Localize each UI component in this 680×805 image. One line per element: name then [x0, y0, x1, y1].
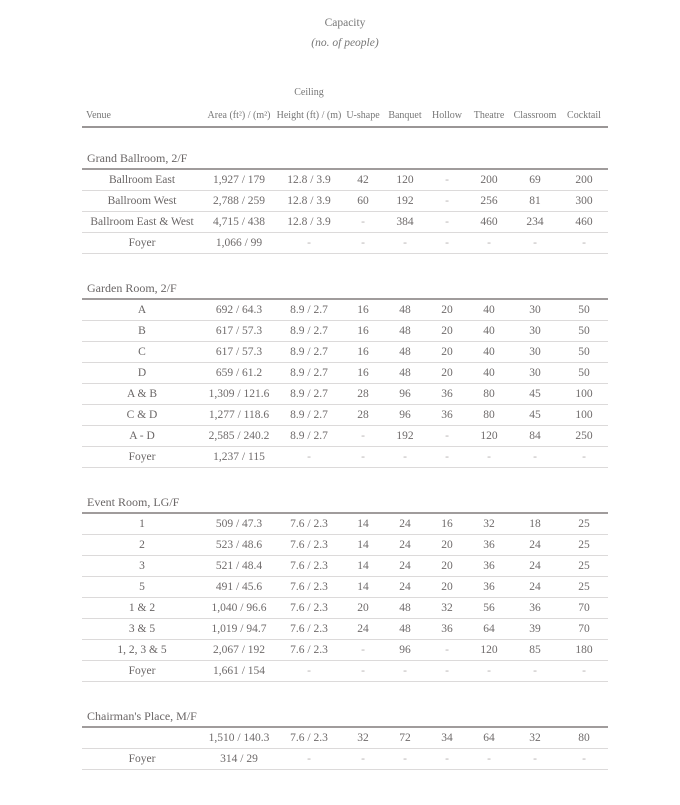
- cell-venue: D: [82, 363, 202, 384]
- cell-hollow: -: [426, 749, 468, 770]
- cell-ushape: 16: [342, 363, 384, 384]
- cell-ushape: 28: [342, 405, 384, 426]
- cell-venue: 5: [82, 577, 202, 598]
- cell-hollow: 36: [426, 619, 468, 640]
- table-row: [82, 363, 608, 384]
- cell-ceiling: 8.9 / 2.7: [276, 405, 342, 426]
- table-row: [82, 384, 608, 405]
- cell-venue: 2: [82, 535, 202, 556]
- cell-hollow: 36: [426, 384, 468, 405]
- cell-ceiling: 7.6 / 2.3: [276, 535, 342, 556]
- table-row: [82, 556, 608, 577]
- cell-ushape: 28: [342, 384, 384, 405]
- cell-ceiling: 7.6 / 2.3: [276, 556, 342, 577]
- cell-hollow: 20: [426, 577, 468, 598]
- cell-hollow: 20: [426, 363, 468, 384]
- cell-classroom: 39: [510, 619, 560, 640]
- cell-theatre: 64: [468, 727, 510, 749]
- cell-banquet: -: [384, 749, 426, 770]
- cell-cocktail: 80: [560, 727, 608, 749]
- cell-area: 1,309 / 121.6: [202, 384, 276, 405]
- cell-classroom: 24: [510, 535, 560, 556]
- cell-cocktail: 200: [560, 169, 608, 191]
- cell-area: 1,277 / 118.6: [202, 405, 276, 426]
- table-row: [82, 299, 608, 321]
- cell-area: 1,661 / 154: [202, 661, 276, 682]
- cell-theatre: 256: [468, 191, 510, 212]
- cell-ushape: 16: [342, 299, 384, 321]
- cell-banquet: 96: [384, 384, 426, 405]
- col-header-theatre: Theatre: [468, 86, 510, 127]
- cell-venue: B: [82, 321, 202, 342]
- cell-theatre: 460: [468, 212, 510, 233]
- cell-theatre: 80: [468, 384, 510, 405]
- table-row: [82, 169, 608, 191]
- table-row: [82, 577, 608, 598]
- section-title: Grand Ballroom, 2/F: [82, 148, 608, 169]
- cell-cocktail: -: [560, 661, 608, 682]
- cell-banquet: 48: [384, 363, 426, 384]
- col-header-area: Area (ft²) / (m²): [202, 86, 276, 127]
- cell-theatre: 40: [468, 299, 510, 321]
- cell-venue: Ballroom East: [82, 169, 202, 191]
- cell-area: 314 / 29: [202, 749, 276, 770]
- table-row: [82, 321, 608, 342]
- cell-classroom: -: [510, 661, 560, 682]
- cell-theatre: 40: [468, 321, 510, 342]
- cell-ceiling: 8.9 / 2.7: [276, 342, 342, 363]
- cell-venue: Ballroom West: [82, 191, 202, 212]
- cell-theatre: -: [468, 749, 510, 770]
- cell-theatre: 120: [468, 640, 510, 661]
- cell-cocktail: 50: [560, 363, 608, 384]
- cell-banquet: -: [384, 447, 426, 468]
- cell-hollow: -: [426, 640, 468, 661]
- cell-cocktail: 25: [560, 535, 608, 556]
- cell-venue: C: [82, 342, 202, 363]
- cell-banquet: 384: [384, 212, 426, 233]
- cell-area: 659 / 61.2: [202, 363, 276, 384]
- cell-area: 1,019 / 94.7: [202, 619, 276, 640]
- section-title: Chairman's Place, M/F: [82, 706, 608, 727]
- cell-cocktail: 70: [560, 619, 608, 640]
- col-header-venue: Venue: [82, 86, 202, 127]
- cell-banquet: 192: [384, 191, 426, 212]
- cell-ceiling: 12.8 / 3.9: [276, 212, 342, 233]
- table-row: [82, 598, 608, 619]
- section-header: [82, 492, 608, 513]
- cell-ushape: -: [342, 233, 384, 254]
- cell-ushape: 16: [342, 342, 384, 363]
- cell-area: 1,066 / 99: [202, 233, 276, 254]
- cell-venue: A & B: [82, 384, 202, 405]
- cell-ushape: 14: [342, 513, 384, 535]
- cell-ushape: 32: [342, 727, 384, 749]
- cell-classroom: 84: [510, 426, 560, 447]
- section-spacer: [82, 682, 608, 707]
- cell-classroom: 30: [510, 342, 560, 363]
- cell-ushape: -: [342, 661, 384, 682]
- cell-cocktail: -: [560, 233, 608, 254]
- cell-theatre: 120: [468, 426, 510, 447]
- cell-area: 2,067 / 192: [202, 640, 276, 661]
- col-header-ceiling-bottom: Height (ft) / (m): [276, 110, 342, 121]
- cell-hollow: 36: [426, 405, 468, 426]
- cell-theatre: 64: [468, 619, 510, 640]
- cell-cocktail: 250: [560, 426, 608, 447]
- cell-ushape: -: [342, 212, 384, 233]
- cell-venue: 1 & 2: [82, 598, 202, 619]
- cell-cocktail: 50: [560, 299, 608, 321]
- cell-ceiling: 7.6 / 2.3: [276, 513, 342, 535]
- cell-hollow: 20: [426, 556, 468, 577]
- cell-classroom: 36: [510, 598, 560, 619]
- cell-hollow: 20: [426, 299, 468, 321]
- cell-theatre: 80: [468, 405, 510, 426]
- section-spacer: [82, 254, 608, 279]
- cell-ceiling: -: [276, 749, 342, 770]
- table-row: [82, 191, 608, 212]
- spacer-cell: [82, 254, 608, 279]
- col-header-classroom: Classroom: [510, 86, 560, 127]
- cell-ceiling: 8.9 / 2.7: [276, 363, 342, 384]
- cell-venue: Foyer: [82, 661, 202, 682]
- cell-hollow: -: [426, 212, 468, 233]
- table-header: [82, 86, 608, 127]
- cell-ceiling: 7.6 / 2.3: [276, 727, 342, 749]
- col-header-cocktail: Cocktail: [560, 86, 608, 127]
- cell-area: 491 / 45.6: [202, 577, 276, 598]
- cell-banquet: 48: [384, 598, 426, 619]
- cell-banquet: 72: [384, 727, 426, 749]
- cell-cocktail: 25: [560, 556, 608, 577]
- cell-theatre: -: [468, 661, 510, 682]
- cell-cocktail: -: [560, 749, 608, 770]
- col-header-hollow: Hollow: [426, 86, 468, 127]
- cell-cocktail: -: [560, 447, 608, 468]
- cell-area: 617 / 57.3: [202, 342, 276, 363]
- cell-banquet: 48: [384, 299, 426, 321]
- cell-theatre: 40: [468, 363, 510, 384]
- section-spacer: [82, 127, 608, 148]
- cell-classroom: 45: [510, 405, 560, 426]
- cell-ushape: -: [342, 447, 384, 468]
- cell-hollow: 32: [426, 598, 468, 619]
- cell-classroom: 18: [510, 513, 560, 535]
- section-spacer: [82, 468, 608, 493]
- table-row: [82, 640, 608, 661]
- table-row: [82, 535, 608, 556]
- capacity-table: [82, 86, 608, 770]
- table-row: [82, 342, 608, 363]
- cell-classroom: -: [510, 233, 560, 254]
- cell-hollow: -: [426, 169, 468, 191]
- cell-theatre: 200: [468, 169, 510, 191]
- cell-classroom: -: [510, 447, 560, 468]
- cell-hollow: 20: [426, 535, 468, 556]
- cell-classroom: 69: [510, 169, 560, 191]
- cell-ceiling: 8.9 / 2.7: [276, 384, 342, 405]
- cell-area: 523 / 48.6: [202, 535, 276, 556]
- page-title: Capacity: [324, 17, 366, 29]
- cell-venue: C & D: [82, 405, 202, 426]
- cell-cocktail: 50: [560, 321, 608, 342]
- cell-classroom: 30: [510, 299, 560, 321]
- cell-banquet: 120: [384, 169, 426, 191]
- cell-banquet: 96: [384, 640, 426, 661]
- section-header: [82, 278, 608, 299]
- cell-theatre: 40: [468, 342, 510, 363]
- cell-ushape: 14: [342, 577, 384, 598]
- table-row: [82, 405, 608, 426]
- section-header: [82, 148, 608, 169]
- cell-ceiling: 8.9 / 2.7: [276, 426, 342, 447]
- cell-banquet: 24: [384, 535, 426, 556]
- cell-venue: 1: [82, 513, 202, 535]
- cell-classroom: 234: [510, 212, 560, 233]
- title-block: [0, 14, 680, 52]
- cell-classroom: 45: [510, 384, 560, 405]
- cell-cocktail: 25: [560, 513, 608, 535]
- cell-area: 4,715 / 438: [202, 212, 276, 233]
- cell-banquet: 96: [384, 405, 426, 426]
- cell-hollow: 20: [426, 321, 468, 342]
- cell-classroom: 24: [510, 556, 560, 577]
- cell-theatre: -: [468, 447, 510, 468]
- cell-ceiling: -: [276, 233, 342, 254]
- cell-venue: 1, 2, 3 & 5: [82, 640, 202, 661]
- cell-classroom: 85: [510, 640, 560, 661]
- cell-hollow: -: [426, 426, 468, 447]
- cell-area: 509 / 47.3: [202, 513, 276, 535]
- cell-venue: 3: [82, 556, 202, 577]
- cell-classroom: 30: [510, 363, 560, 384]
- cell-hollow: 34: [426, 727, 468, 749]
- cell-ushape: 20: [342, 598, 384, 619]
- cell-hollow: 16: [426, 513, 468, 535]
- cell-ceiling: 8.9 / 2.7: [276, 299, 342, 321]
- cell-venue: [82, 727, 202, 749]
- table-row: [82, 619, 608, 640]
- table-row: [82, 426, 608, 447]
- cell-area: 521 / 48.4: [202, 556, 276, 577]
- cell-venue: Ballroom East & West: [82, 212, 202, 233]
- cell-theatre: 36: [468, 577, 510, 598]
- cell-classroom: 24: [510, 577, 560, 598]
- cell-hollow: -: [426, 447, 468, 468]
- cell-cocktail: 460: [560, 212, 608, 233]
- cell-banquet: -: [384, 661, 426, 682]
- col-header-banquet: Banquet: [384, 86, 426, 127]
- cell-venue: 3 & 5: [82, 619, 202, 640]
- col-header-ceiling: [276, 86, 342, 127]
- cell-classroom: -: [510, 749, 560, 770]
- cell-classroom: 30: [510, 321, 560, 342]
- cell-area: 1,040 / 96.6: [202, 598, 276, 619]
- cell-ushape: -: [342, 426, 384, 447]
- cell-cocktail: 50: [560, 342, 608, 363]
- cell-banquet: 48: [384, 321, 426, 342]
- cell-banquet: 24: [384, 513, 426, 535]
- section-title: Event Room, LG/F: [82, 492, 608, 513]
- table-row: [82, 749, 608, 770]
- col-header-ceiling-top: Ceiling: [294, 87, 324, 98]
- cell-theatre: 36: [468, 535, 510, 556]
- cell-venue: Foyer: [82, 447, 202, 468]
- cell-ceiling: -: [276, 661, 342, 682]
- cell-cocktail: 300: [560, 191, 608, 212]
- cell-venue: Foyer: [82, 749, 202, 770]
- cell-ushape: -: [342, 749, 384, 770]
- cell-ushape: 42: [342, 169, 384, 191]
- table-row: [82, 513, 608, 535]
- table-row: [82, 447, 608, 468]
- cell-banquet: 192: [384, 426, 426, 447]
- cell-hollow: -: [426, 661, 468, 682]
- section-header: [82, 706, 608, 727]
- table-row: [82, 212, 608, 233]
- cell-hollow: -: [426, 191, 468, 212]
- cell-cocktail: 180: [560, 640, 608, 661]
- cell-ushape: -: [342, 640, 384, 661]
- cell-venue: A - D: [82, 426, 202, 447]
- cell-ceiling: 7.6 / 2.3: [276, 619, 342, 640]
- section-title: Garden Room, 2/F: [82, 278, 608, 299]
- cell-area: 692 / 64.3: [202, 299, 276, 321]
- spacer-cell: [82, 468, 608, 493]
- cell-banquet: -: [384, 233, 426, 254]
- cell-ceiling: 7.6 / 2.3: [276, 640, 342, 661]
- cell-ushape: 24: [342, 619, 384, 640]
- cell-ceiling: 12.8 / 3.9: [276, 169, 342, 191]
- table-row: [82, 233, 608, 254]
- table-row: [82, 727, 608, 749]
- cell-classroom: 81: [510, 191, 560, 212]
- cell-ceiling: 8.9 / 2.7: [276, 321, 342, 342]
- table-row: [82, 661, 608, 682]
- table-body: [82, 127, 608, 770]
- col-header-ushape: U-shape: [342, 86, 384, 127]
- spacer-cell: [82, 127, 608, 148]
- cell-area: 1,927 / 179: [202, 169, 276, 191]
- cell-ceiling: 7.6 / 2.3: [276, 598, 342, 619]
- cell-theatre: -: [468, 233, 510, 254]
- cell-area: 617 / 57.3: [202, 321, 276, 342]
- cell-area: 1,237 / 115: [202, 447, 276, 468]
- cell-area: 2,788 / 259: [202, 191, 276, 212]
- cell-cocktail: 100: [560, 405, 608, 426]
- spacer-cell: [82, 682, 608, 707]
- cell-venue: A: [82, 299, 202, 321]
- cell-cocktail: 25: [560, 577, 608, 598]
- cell-ceiling: 12.8 / 3.9: [276, 191, 342, 212]
- cell-theatre: 32: [468, 513, 510, 535]
- cell-banquet: 48: [384, 342, 426, 363]
- cell-hollow: -: [426, 233, 468, 254]
- cell-banquet: 24: [384, 577, 426, 598]
- cell-cocktail: 70: [560, 598, 608, 619]
- cell-ushape: 14: [342, 535, 384, 556]
- cell-area: 1,510 / 140.3: [202, 727, 276, 749]
- cell-ceiling: -: [276, 447, 342, 468]
- cell-ceiling: 7.6 / 2.3: [276, 577, 342, 598]
- cell-ushape: 60: [342, 191, 384, 212]
- cell-theatre: 36: [468, 556, 510, 577]
- cell-venue: Foyer: [82, 233, 202, 254]
- cell-banquet: 24: [384, 556, 426, 577]
- cell-classroom: 32: [510, 727, 560, 749]
- cell-banquet: 48: [384, 619, 426, 640]
- cell-area: 2,585 / 240.2: [202, 426, 276, 447]
- cell-hollow: 20: [426, 342, 468, 363]
- cell-cocktail: 100: [560, 384, 608, 405]
- cell-theatre: 56: [468, 598, 510, 619]
- cell-ushape: 16: [342, 321, 384, 342]
- page-subtitle: (no. of people): [311, 37, 379, 49]
- cell-ushape: 14: [342, 556, 384, 577]
